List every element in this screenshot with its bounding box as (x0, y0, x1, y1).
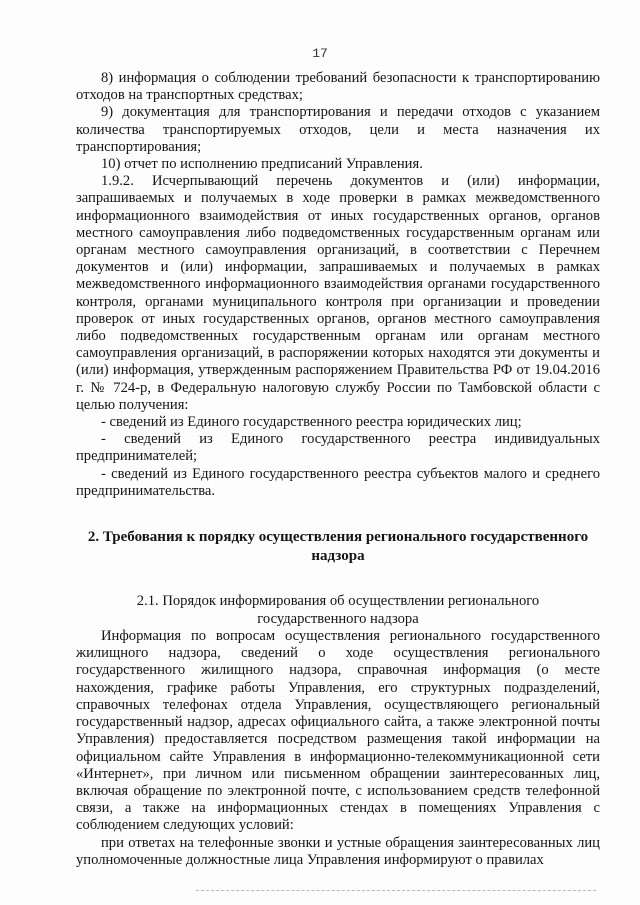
scan-artifact-line (196, 890, 596, 893)
subsection-heading: 2.1. Порядок информирования об осуществлении регионального государственного надзора (136, 593, 540, 627)
dash-item-legal-entities: - сведений из Единого государственного реестра юридических лиц; (101, 414, 522, 431)
clause-1-9-2: 1.9.2. Исчерпывающий перечень документов и (или) информации, запрашиваемых и получаемых в ходе проверки в рамках межведомственного информационного взаимодействия от иных государственных органов, органов местного самоуправления либо подведомственных государственным органам или органам местного самоуправления организаций, в соответствии с Перечнем документов и (или) информации, запрашиваемых и получаемых в рамках межведомственного информационного взаимодействия органами государственного контроля, органами муниципального контроля при организации и проведении проверок от иных государственных органов, органов местного самоуправления либо подведомственных государственным органам или органам местного самоуправления организаций, в распоряжении которых находятся эти документы и (или) информация, утвержденным распоряжением Правительства РФ от 19.04.2016 г. № 724-р, в Федеральную налоговую службу России по Тамбовской области с целью получения: (76, 173, 600, 413)
paragraph-information: Информация по вопросам осуществления регионального государственного жилищного надзора, сведений о ходе осуществления регионального государственного жилищного надзора, справочная информация (о месте нахождения, графике работы Управления, его структурных подразделений, справочных телефонах отдела Управления, осуществляющего региональный государственный надзор, адресах официального сайта, а также электронной почты Управления) предоставляется посредством размещения такой информации на официальном сайте Управления в информационно-телекоммуникационной сети «Интернет», при личном или письменном обращении заинтересованных лиц, включая обращение по электронной почте, с использованием средств телефонной связи, а также на информационных стендах в помещениях Управления с соблюдением следующих условий: (76, 628, 600, 834)
section-heading (76, 528, 600, 566)
section-number: 2. (87, 529, 100, 546)
paragraph-phone-calls: при ответах на телефонные звонки и устные обращения заинтересованных лиц уполномоченные должностные лица Управления информируют о правилах (76, 834, 600, 868)
page-number: 17 (312, 46, 328, 61)
document-body (76, 70, 600, 869)
list-item-10: 10) отчет по исполнению предписаний Управления. (101, 156, 423, 173)
list-item-9: 9) документация для транспортирования и передачи отходов с указанием количества транспортируемых отходов, цели и места назначения их транспортирования; (76, 104, 600, 155)
dash-item-small-business: - сведений из Единого государственного реестра субъектов малого и среднего предпринимательства. (76, 465, 600, 499)
list-item-8: 8) информация о соблюдении требований безопасности к транспортированию отходов на транспортных средствах; (76, 70, 600, 104)
section-title: Требования к порядку осуществления регионального государственного надзора (102, 529, 589, 565)
dash-item-entrepreneurs: - сведений из Единого государственного реестра индивидуальных предпринимателей; (76, 431, 600, 465)
